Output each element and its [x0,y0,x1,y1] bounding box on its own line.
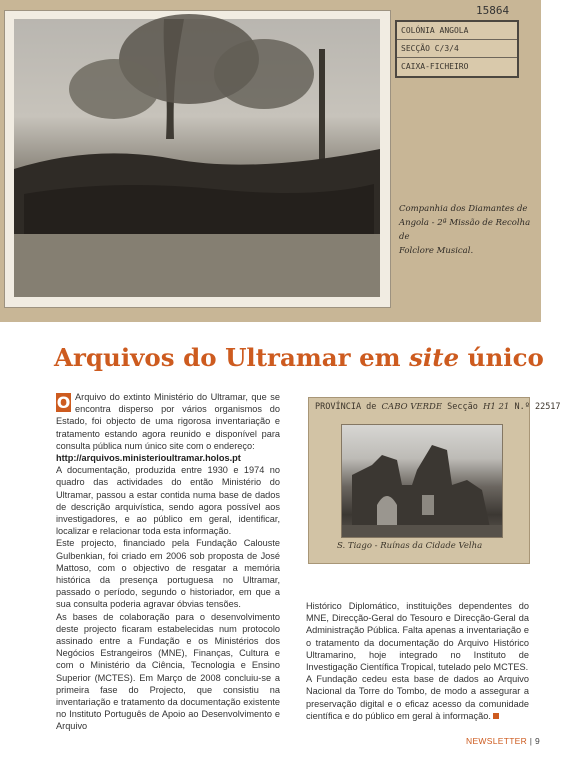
paragraph: Histórico Diplomático, instituições dependentes do MNE, Direcção-Geral do Tesouro e Direcção-Geral da Administração Pública. Falta apenas a inventariação e o tratamento da documentação do Arquivo Histórico Ultramarino, hoje integrado no Instituto de Investigação Científica Tropical, tutelado pelo MCTES. [306,601,529,673]
title-text: Arquivos do Ultramar em [54,343,410,372]
paragraph: Este projecto, financiado pela Fundação Calouste Gulbenkian, foi criado em 2006 sob proposta de José Mattoso, com o objectivo de resgatar a memória histórica da presença portuguesa no Ultramar, passado o período, segundo o historiador, em que a sua consulta poderia agravar óbvias tensões. [56,538,280,610]
ruins-photograph [341,424,503,538]
drop-cap: O [56,393,71,412]
archive-card [0,0,541,322]
caption-line: Companhia dos Diamantes de [399,204,528,214]
stamp-box-row: CAIXA-FICHEIRO [401,62,469,71]
archive-stamp [395,20,519,78]
cabo-verde-archive-card [308,397,561,564]
intro-paragraph [56,391,280,452]
title-italic: site [409,343,460,372]
closing-paragraph [306,673,529,722]
intro-text: Arquivo do extinto Ministério do Ultramar, que se encontra disperso por vários organismos do Estado, foi objecto de uma rigorosa inventariação e tratamento estando agora reunido e disponível para consulta pública num único site com o endereço: [56,392,280,451]
caption-line: Folclore Musical. [399,246,474,256]
stamp-section-row: SECÇÃO C/3/4 [397,40,517,58]
page-number: 9 [534,736,540,746]
page-footer [466,736,540,746]
number-label: N.º [514,402,530,412]
province-label: PROVÍNCIA de [315,402,377,412]
title-text-end: único [459,343,544,372]
handwritten-caption [399,202,534,258]
province-value: CABO VERDE [381,402,443,412]
photo-frame [4,10,391,308]
ruins-caption: S. Tiago - Ruínas da Cidade Velha [337,541,483,551]
article-right-column [306,600,529,722]
end-of-article-mark [493,713,499,719]
newsletter-label: NEWSLETTER [466,736,528,746]
group-photograph [14,19,380,297]
article-title [54,343,544,372]
section-label: Secção [447,402,478,412]
paragraph: A documentação, produzida entre 1930 e 1974 no quadro das actividades do então Ministério do Ultramar, passou a estar contida numa base de dados de descrição arquivística, sendo agora possível aos investigadores, e ao público em geral, identificar, localizar e relacionar toda esta informação. [56,465,280,537]
footer-separator: | [529,736,533,746]
number-value: 22517 [534,402,561,412]
card-number: 15864 [476,4,510,17]
article-left-column [56,391,280,733]
stamp-colony-row: COLÓNIA ANGOLA [397,22,517,40]
paragraph: As bases de colaboração para o desenvolvimento deste projecto ficaram estabelecidas num protocolo assinado entre a Fundação e os Ministérios dos Negócios Estrangeiros (MNE), Finanças, Cultura e com o Ministério da Ciência, Tecnologia e Ensino Superior (MCTES). Em Março de 2008 concluiu-se a primeira fase do Projecto, que consistiu na inventariação e tratamento da documentação existente no Instituto Português de Apoio ao Desenvolvimento e Arquivo [56,611,280,732]
section-value: H1 21 [483,402,510,412]
archive-url-link[interactable]: http://arquivos.ministerioultramar.holos.pt [56,453,241,464]
caption-line: Angola - 2ª Missão de Recolha de [399,218,531,242]
closing-text: A Fundação cedeu esta base de dados ao Arquivo Nacional da Torre do Tombo, de modo a assegurar a preservação digital e o eficaz acesso da comunidade científica e do público em geral à informação. [306,674,529,721]
card-header [315,402,561,412]
